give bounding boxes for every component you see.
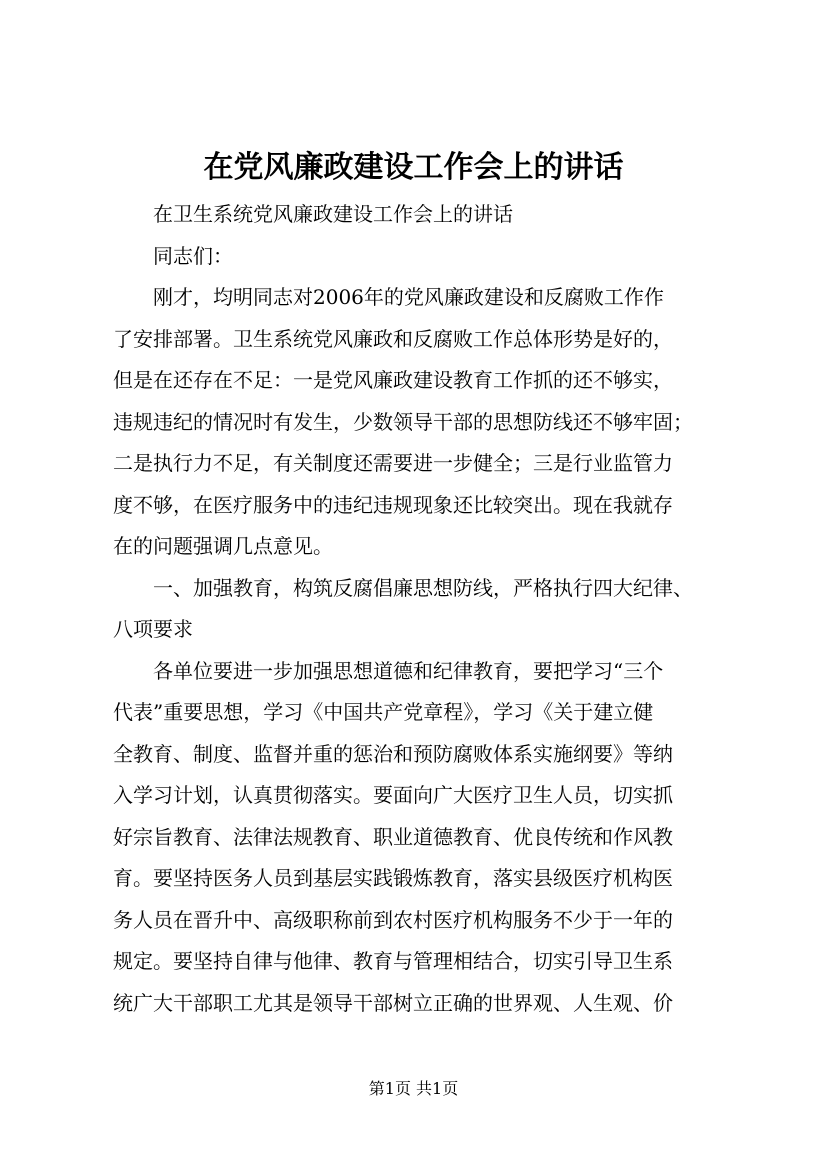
text-line: 同志们：	[153, 243, 233, 268]
document-body	[113, 194, 723, 1024]
page-footer: 第1页 共1页	[368, 1079, 459, 1098]
text-line: 了安排部署。卫生系统党风廉政和反腐败工作总体形势是好的，	[113, 326, 673, 351]
text-line: 度不够，在医疗服务中的违纪违规现象还比较突出。现在我就存	[113, 492, 673, 517]
text-line: 在的问题强调几点意见。	[113, 534, 333, 558]
text-line: 全教育、制度、监督并重的惩治和预防腐败体系实施纲要》等纳	[113, 741, 673, 766]
text-line: 但是在还存在不足：一是党风廉政建设教育工作抓的还不够实，	[113, 368, 673, 392]
text-line: 入学习计划，认真贯彻落实。要面向广大医疗卫生人员，切实抓	[113, 783, 673, 807]
text-line: 代表”重要思想，学习《中国共产党章程》，学习《关于建立健	[113, 700, 654, 724]
text-line: 八项要求	[113, 617, 193, 641]
text-line: 统广大干部职工尤其是领导干部树立正确的世界观、人生观、价	[113, 990, 673, 1015]
text-line: 二是执行力不足，有关制度还需要进一步健全；三是行业监管力	[113, 451, 673, 475]
text-line: 好宗旨教育、法律法规教育、职业道德教育、优良传统和作风教	[113, 824, 673, 849]
text-line: 规定。要坚持自律与他律、教育与管理相结合，切实引导卫生系	[113, 949, 673, 973]
text-line: 育。要坚持医务人员到基层实践锻炼教育，落实县级医疗机构医	[113, 866, 673, 890]
text-line: 在卫生系统党风廉政建设工作会上的讲话	[153, 202, 513, 226]
document-title: 在党风廉政建设工作会上的讲话	[203, 150, 624, 185]
text-line: 违规违纪的情况时有发生，少数领导干部的思想防线还不够牢固；	[113, 409, 693, 434]
text-line: 一、加强教育，构筑反腐倡廉思想防线，严格执行四大纪律、	[153, 575, 693, 600]
text-line: 务人员在晋升中、高级职称前到农村医疗机构服务不少于一年的	[113, 907, 673, 932]
text-line: 刚才，均明同志对2006年的党风廉政建设和反腐败工作作	[153, 285, 664, 309]
text-line: 各单位要进一步加强思想道德和纪律教育，要把学习“三个	[153, 658, 664, 683]
